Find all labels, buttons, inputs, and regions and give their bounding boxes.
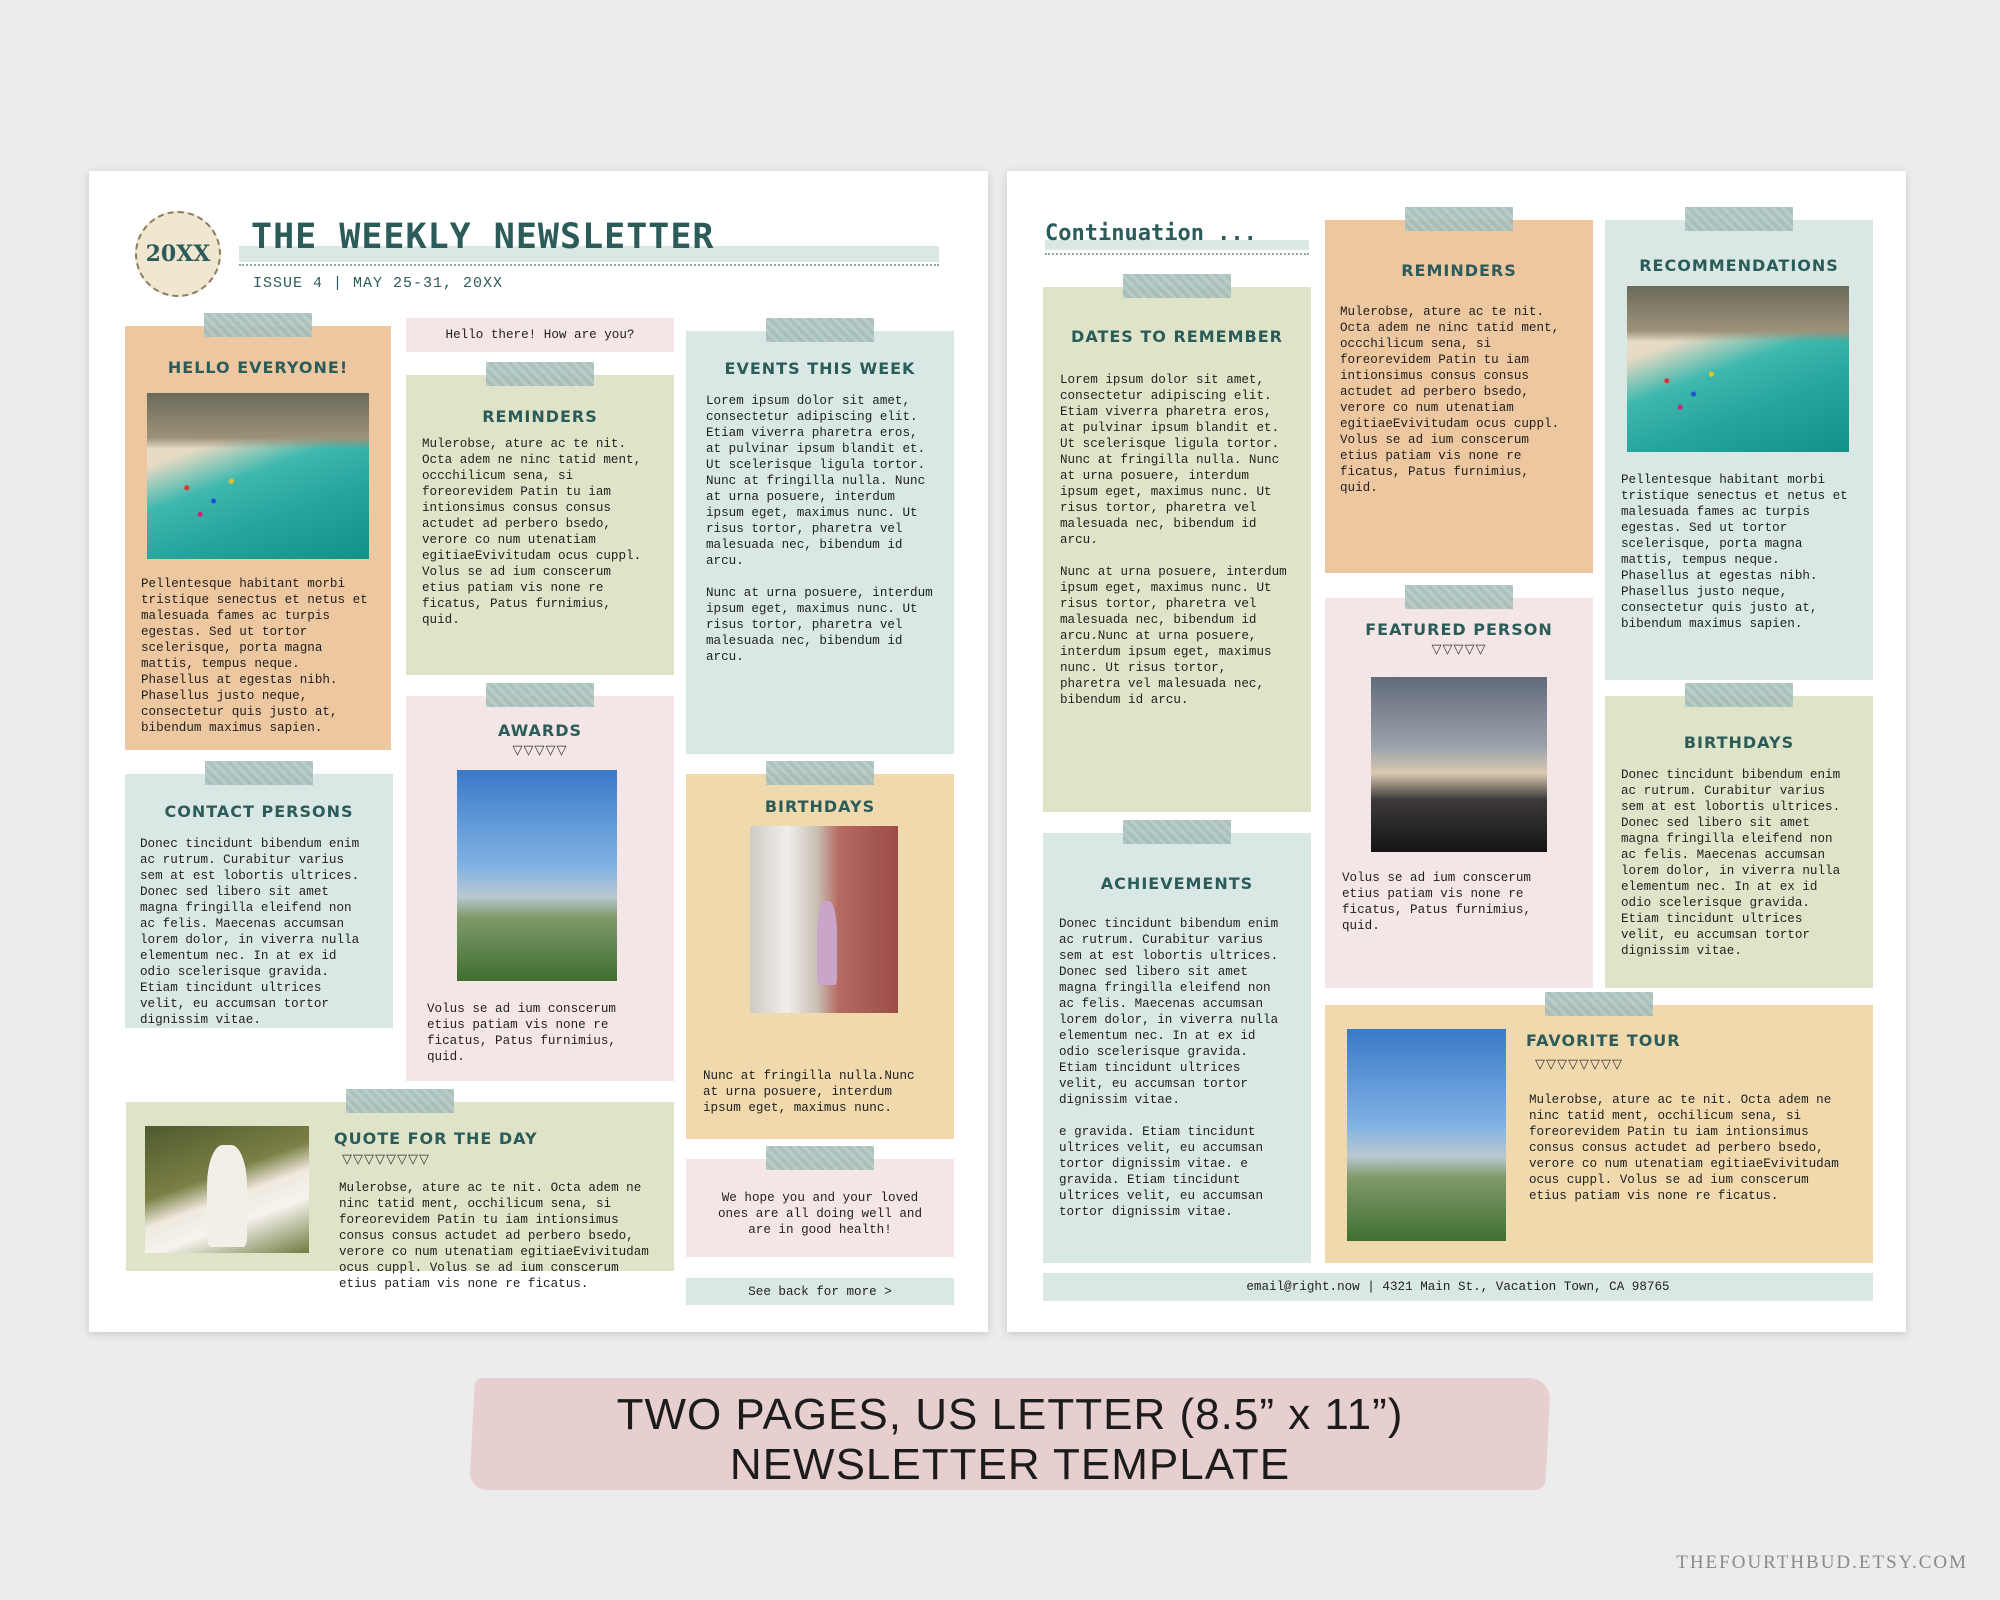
newsletter-title: THE WEEKLY NEWSLETTER (251, 217, 715, 257)
awards-title: AWARDS (497, 721, 583, 740)
sunset-photo (1371, 677, 1547, 852)
tape (205, 761, 313, 785)
year-badge-text: 20XX (145, 241, 211, 267)
tape (486, 683, 594, 707)
achievements-title: ACHIEVEMENTS (1100, 874, 1254, 893)
newsletter-page-1 (89, 171, 988, 1332)
birthdays-card (1605, 696, 1873, 988)
contact-card (125, 774, 393, 1028)
tour-body: Mulerobse, ature ac te nit. Octa adem ne ninc tatid ment, occhilicum sena, si foreorevidem Patin tu iam intionsimus consus consus actudet ad perbero bsedo, verore co num utenatiam egitiaeEvivitudam ocus cuppl. Volus se ad ium conscerum etius patiam vis none re ficatus. (1529, 1093, 1839, 1203)
dotted-rule (1045, 253, 1309, 255)
achievements-body: Donec tincidunt bibendum enim ac rutrum. Curabitur varius sem at est lobortis ultrices. Donec sed libero sit amet magna fringilla eleifend non ac felis. Maecenas accumsan lorem dolor, in viverra nulla elementum nec. In at ex id odio scelerisque gravida. Etiam tincidunt ultrices velit, eu accumsan tortor dignissim vitae. e gravida. Etiam tincidunt ultrices velit, eu accumsan tortor dignissim vitae. e gravida. Etiam tincidunt ultrices velit, eu accumsan tortor dignissim vitae. (1059, 917, 1279, 1219)
issue-line: ISSUE 4 | MAY 25-31, 20XX (253, 275, 504, 292)
reminders-body: Mulerobse, ature ac te nit. Octa adem ne ninc tatid ment, occchilicum sena, si foreorevidem Patin tu iam intionsimus consus consus actudet ad perbero bsedo, verore co num utenatiam egitiaeEvivitudam ocus cuppl. Volus se ad ium conscerum etius patiam vis none re ficatus, Patus furnimius, quid. (422, 437, 642, 627)
tour-title: FAVORITE TOUR (1526, 1031, 1681, 1050)
tape (346, 1089, 454, 1113)
beach-photo (1627, 286, 1849, 452)
awards-body: Volus se ad ium conscerum etius patiam vis none re ficatus, Patus furnimius, quid. (427, 1002, 616, 1064)
reminders-title: REMINDERS (1401, 261, 1517, 280)
year-badge (135, 211, 221, 297)
events-title: EVENTS THIS WEEK (724, 359, 916, 378)
birthdays-title: BIRTHDAYS (1683, 733, 1795, 752)
reminders-card (406, 375, 674, 675)
tape (204, 313, 312, 337)
featured-card (1325, 598, 1593, 988)
banner-line-2: NEWSLETTER TEMPLATE (729, 1440, 1291, 1489)
tape (1405, 585, 1513, 609)
hello-body: Pellentesque habitant morbi tristique senectus et netus et malesuada fames ac turpis egestas. Sed ut tortor scelerisque, porta magna mattis, tempus neque. Phasellus at egestas nibh. Phasellus justo neque, consectetur quis justo at, bibendum maximus sapien. (141, 577, 368, 735)
see-back-link[interactable]: See back for more > (748, 1284, 892, 1299)
featured-title: FEATURED PERSON (1365, 620, 1553, 639)
recommendations-card (1605, 220, 1873, 680)
bunting-decoration: ▽▽▽▽▽ (512, 743, 568, 758)
tape (1545, 992, 1653, 1016)
dates-card (1043, 287, 1311, 812)
tape (1405, 207, 1513, 231)
landscape-photo (1347, 1029, 1506, 1241)
awards-card (406, 696, 674, 1081)
quote-body: Mulerobse, ature ac te nit. Octa adem ne ninc tatid ment, occhilicum sena, si foreorevidem Patin tu iam intionsimus consus consus actudet ad perbero bsedo, verore co num utenatiam egitiaeEvivitudam ocus cuppl. Volus se ad ium conscerum etius patiam vis none re ficatus. (339, 1181, 649, 1291)
girl-photo (750, 826, 898, 1013)
tape (766, 761, 874, 785)
greeting-card (406, 318, 674, 352)
contact-title: CONTACT PERSONS (164, 802, 354, 821)
reminders-title: REMINDERS (482, 407, 598, 426)
achievements-card (1043, 833, 1311, 1263)
tape (1123, 820, 1231, 844)
birthdays-body: Donec tincidunt bibendum enim ac rutrum. Curabitur varius sem at est lobortis ultrices. Donec sed libero sit amet magna fringilla eleifend non ac felis. Maecenas accumsan lorem dolor, in viverra nulla elementum nec. In at ex id odio scelerisque gravida. Etiam tincidunt ultrices velit, eu accumsan tortor dignissim vitae. (1621, 768, 1841, 958)
dotted-rule (239, 264, 939, 266)
shop-watermark: THEFOURTHBUD.ETSY.COM (1676, 1552, 1968, 1573)
reminders-card (1325, 220, 1593, 573)
recommendations-body: Pellentesque habitant morbi tristique senectus et netus et malesuada fames ac turpis egestas. Sed ut tortor scelerisque, porta magna mattis, tempus neque. Phasellus at egestas nibh. Phasellus justo neque, consectetur quis justo at, bibendum maximus sapien. (1621, 473, 1848, 631)
quote-card (126, 1102, 674, 1291)
events-body: Lorem ipsum dolor sit amet, consectetur adipiscing elit. Etiam viverra pharetra eros, at pulvinar ipsum blandit et. Ut scelerisque ligula tortor. Nunc at fringilla nulla. Nunc at urna posuere, interdum ipsum eget, maximus nunc. Ut risus tortor, pharetra vel malesuada nec, bibendum id arcu. Nunc at urna posuere, interdum ipsum eget, maximus nunc. Ut risus tortor, pharetra vel malesuada nec, bibendum id arcu. (706, 394, 933, 664)
tape (486, 362, 594, 386)
bunting-decoration: ▽▽▽▽▽ (1431, 642, 1487, 657)
wishes-text: We hope you and your loved ones are all doing well and are in good health! (717, 1191, 923, 1237)
landscape-photo (457, 770, 617, 981)
newsletter-page-2 (1007, 171, 1906, 1332)
featured-body: Volus se ad ium conscerum etius patiam vis none re ficatus, Patus furnimius, quid. (1342, 871, 1531, 933)
banner-line-1: TWO PAGES, US LETTER (8.5” x 11”) (616, 1390, 1404, 1439)
tape (1123, 274, 1231, 298)
hello-title: HELLO EVERYONE! (167, 358, 349, 377)
beach-photo (147, 393, 369, 559)
bride-photo (145, 1126, 309, 1253)
greeting-text: Hello there! How are you? (445, 328, 635, 342)
footer-text: email@right.now | 4321 Main St., Vacation Town, CA 98765 (1246, 1280, 1670, 1294)
birthdays-card (686, 774, 954, 1139)
birthdays-body: Nunc at fringilla nulla.Nunc at urna posuere, interdum ipsum eget, maximus nunc. (703, 1069, 915, 1115)
dates-title: DATES TO REMEMBER (1071, 327, 1283, 346)
contact-footer (1043, 1273, 1873, 1301)
wishes-card (686, 1159, 954, 1257)
birthdays-title: BIRTHDAYS (764, 797, 876, 816)
tape (766, 318, 874, 342)
tape (1685, 207, 1793, 231)
tape (766, 1146, 874, 1170)
recommendations-title: RECOMMENDATIONS (1639, 256, 1839, 275)
continuation-title: Continuation ... (1045, 221, 1257, 246)
dates-body: Lorem ipsum dolor sit amet, consectetur adipiscing elit. Etiam viverra pharetra eros, at pulvinar ipsum blandit et. Ut scelerisque ligula tortor. Nunc at fringilla nulla. Nunc at urna posuere, interdum ipsum eget, maximus nunc. Ut risus tortor, pharetra vel malesuada nec, bibendum id arcu. Nunc at urna posuere, interdum ipsum eget, maximus nunc. Ut risus tortor, pharetra vel malesuada nec, bibendum id arcu.Nunc at urna posuere, interdum ipsum eget, maximus nunc. Ut risus tortor, pharetra vel malesuada nec, bibendum id arcu. (1060, 373, 1287, 707)
hello-card (125, 326, 391, 750)
reminders-body: Mulerobse, ature ac te nit. Octa adem ne ninc tatid ment, occchilicum sena, si foreorevidem Patin tu iam intionsimus consus consus actudet ad perbero bsedo, verore co num utenatiam egitiaeEvivitudam ocus cuppl. Volus se ad ium conscerum etius patiam vis none re ficatus, Patus furnimius, quid. (1340, 305, 1560, 495)
tour-card (1325, 1005, 1873, 1263)
contact-body: Donec tincidunt bibendum enim ac rutrum. Curabitur varius sem at est lobortis ultrices. Donec sed libero sit amet magna fringilla eleifend non ac felis. Maecenas accumsan lorem dolor, in viverra nulla elementum nec. In at ex id odio scelerisque gravida. Etiam tincidunt ultrices velit, eu accumsan tortor dignissim vitae. (140, 837, 360, 1027)
bunting-decoration: ▽▽▽▽▽▽▽▽ (1535, 1057, 1623, 1072)
events-card (686, 331, 954, 754)
bunting-decoration: ▽▽▽▽▽▽▽▽ (342, 1152, 430, 1167)
see-back-bar[interactable] (686, 1278, 954, 1305)
quote-title: QUOTE FOR THE DAY (334, 1129, 538, 1148)
tape (1685, 683, 1793, 707)
